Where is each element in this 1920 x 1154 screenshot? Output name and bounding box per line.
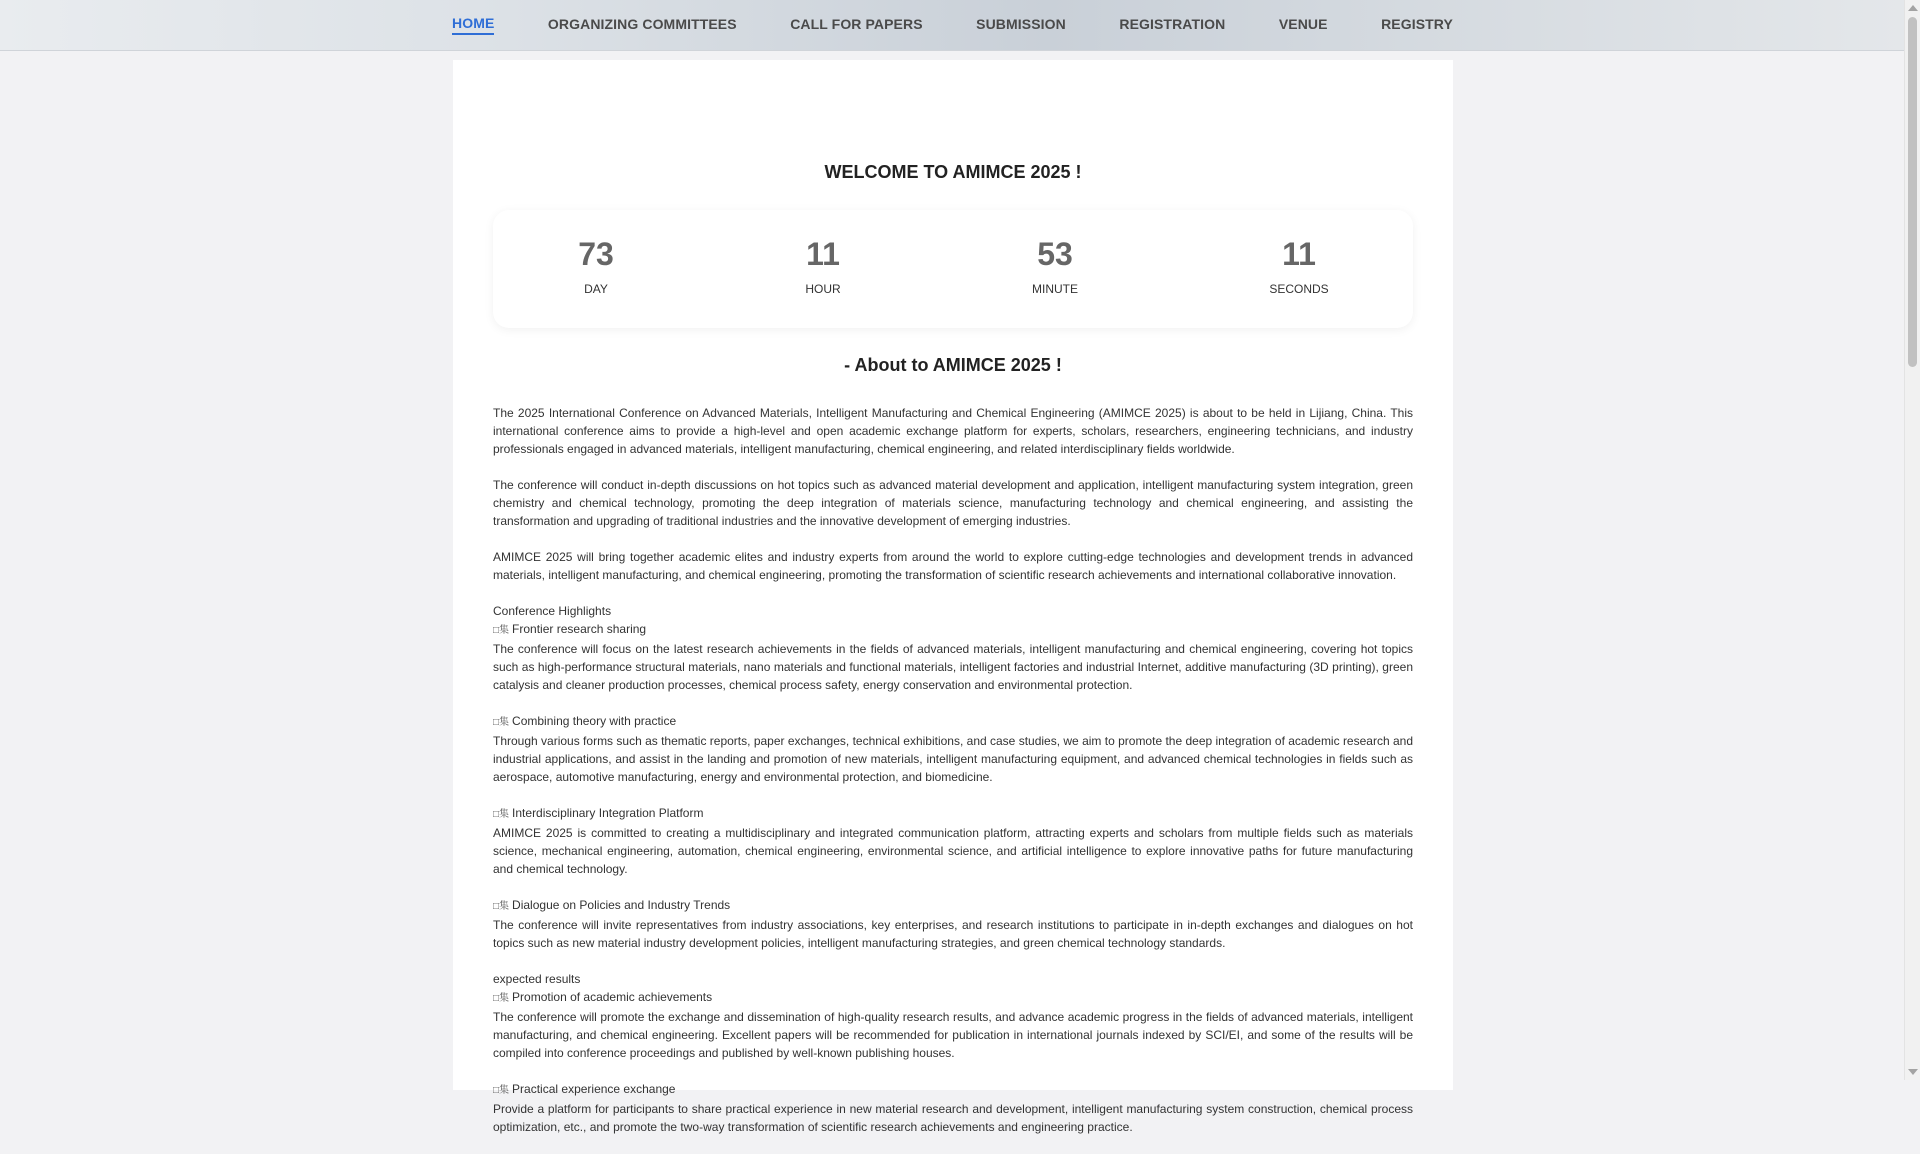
countdown-hours	[763, 236, 883, 296]
results-heading: expected results	[493, 972, 581, 986]
nav-item-organizing-committees[interactable]: ORGANIZING COMMITTEES	[547, 16, 737, 32]
intro-paragraph: AMIMCE 2025 will bring together academic elites and industry experts from around the world to explore cutting-edge technologies and development trends in advanced materials, intelligent manufacturing, and chemical engineering, promoting the transformation of scientific research achievements and international collaborative innovation.	[493, 550, 1413, 582]
countdown-hours-value: 11	[806, 236, 840, 272]
main-content-card	[453, 60, 1453, 1134]
countdown-seconds	[1239, 236, 1359, 296]
intro-paragraph: The 2025 International Conference on Advanced Materials, Intelligent Manufacturing and Chemical Engineering (AMIMCE 2025) is about to be held in Lijiang, China. This international conference aims to provide a high-level and open academic exchange platform for experts, scholars, researchers, engineering technicians, and industry professionals engaged in advanced materials, intelligent manufacturing, chemical engineering, and related interdisciplinary fields worldwide.	[493, 406, 1413, 456]
highlight-text: The conference will focus on the latest research achievements in the fields of advanced materials, intelligent manufacturing and chemical engineering, covering hot topics such as high-performance structural materials, nano materials and functional materials, intelligent factories and industrial Internet, additive manufacturing (3D printing), green catalysis and cleaner production processes, chemical process safety, energy conservation and environmental protection.	[493, 642, 1413, 692]
countdown-hours-label: HOUR	[805, 282, 841, 296]
highlight-text: Through various forms such as thematic reports, paper exchanges, technical exhibitions, and case studies, we aim to promote the deep integration of academic research and industrial applications, and assist in the landing and promotion of new materials, intelligent manufacturing equipment, and advanced chemical technologies in fields such as aerospace, automotive manufacturing, energy and environmental protection, and biomedicine.	[493, 734, 1413, 784]
highlight-text: The conference will invite representatives from industry associations, key enterprises, and research institutions to participate in in-depth exchanges and dialogues on hot topics such as new material industry development policies, intelligent manufacturing strategies, and green chemical technology standards.	[493, 918, 1413, 950]
highlights-heading: Conference Highlights	[493, 604, 612, 618]
about-title: - About to AMIMCE 2025 !	[844, 355, 1062, 375]
top-navigation-bar	[0, 0, 1905, 51]
nav-item-call-for-papers[interactable]: CALL FOR PAPERS	[790, 16, 923, 32]
scroll-up-arrow-icon[interactable]	[1908, 5, 1918, 11]
highlight-title: □集 Combining theory with practice	[493, 714, 677, 728]
result-title: □集 Practical experience exchange	[493, 1082, 676, 1096]
about-body	[493, 404, 1413, 1154]
nav-item-registry[interactable]: REGISTRY	[1381, 16, 1453, 32]
bullet-icon: □集	[493, 1085, 510, 1096]
nav-item-home[interactable]: HOME	[452, 15, 494, 35]
highlight-item	[493, 712, 1413, 786]
result-item	[493, 1080, 1413, 1136]
countdown-seconds-label: SECONDS	[1269, 282, 1329, 296]
nav-item-submission[interactable]: SUBMISSION	[976, 16, 1066, 32]
highlight-title: □集 Dialogue on Policies and Industry Trends	[493, 898, 731, 912]
highlight-title: □集 Frontier research sharing	[493, 622, 647, 636]
countdown-seconds-value: 11	[1282, 236, 1316, 272]
nav-menu	[452, 0, 1453, 50]
highlight-text: AMIMCE 2025 is committed to creating a multidisciplinary and integrated communication platform, attracting experts and scholars from multiple fields such as materials science, mechanical engineering, automation, chemical engineering, environmental science, and artificial intelligence to explore innovative paths for future manufacturing and chemical technology.	[493, 826, 1413, 876]
bullet-icon: □集	[493, 809, 510, 820]
highlight-item	[493, 804, 1413, 878]
countdown-days-value: 73	[578, 236, 614, 272]
welcome-title: WELCOME TO AMIMCE 2025 !	[824, 162, 1082, 182]
results-section	[493, 970, 1413, 1062]
scroll-down-arrow-icon[interactable]	[1908, 1069, 1918, 1075]
result-title: □集 Promotion of academic achievements	[493, 990, 713, 1004]
bullet-icon: □集	[493, 901, 510, 912]
countdown-timer	[493, 210, 1413, 328]
countdown-days-label: DAY	[584, 282, 608, 296]
countdown-minutes-label: MINUTE	[1032, 282, 1078, 296]
countdown-minutes-value: 53	[1037, 236, 1073, 272]
nav-item-venue[interactable]: VENUE	[1278, 16, 1328, 32]
scroll-thumb[interactable]	[1908, 17, 1917, 367]
highlights-section	[493, 602, 1413, 694]
countdown-days	[536, 236, 656, 296]
result-text: Provide a platform for participants to share practical experience in new material research and development, intelligent manufacturing system construction, chemical process optimization, etc., and promote the two-way transformation of scientific research achievements and engineering practice.	[493, 1102, 1413, 1134]
page-scrollbar[interactable]	[1904, 0, 1920, 1080]
countdown-minutes	[995, 236, 1115, 296]
nav-item-registration[interactable]: REGISTRATION	[1119, 16, 1226, 32]
result-text: The conference will promote the exchange and dissemination of high-quality research results, and advance academic progress in the fields of advanced materials, intelligent manufacturing, and chemical engineering. Excellent papers will be recommended for publication in international journals indexed by SCI/EI, and some of the results will be compiled into conference proceedings and published by well-known publishing houses.	[493, 1010, 1413, 1060]
highlight-item	[493, 896, 1413, 952]
highlight-title: □集 Interdisciplinary Integration Platform	[493, 806, 704, 820]
bullet-icon: □集	[493, 717, 510, 728]
bullet-icon: □集	[493, 625, 510, 636]
intro-paragraph: The conference will conduct in-depth discussions on hot topics such as advanced material development and application, intelligent manufacturing system integration, green chemistry and chemical technology, promoting the deep integration of materials science, manufacturing technology and chemical engineering, and assisting the transformation and upgrading of traditional industries and the innovative development of emerging industries.	[493, 478, 1413, 528]
bullet-icon: □集	[493, 993, 510, 1004]
